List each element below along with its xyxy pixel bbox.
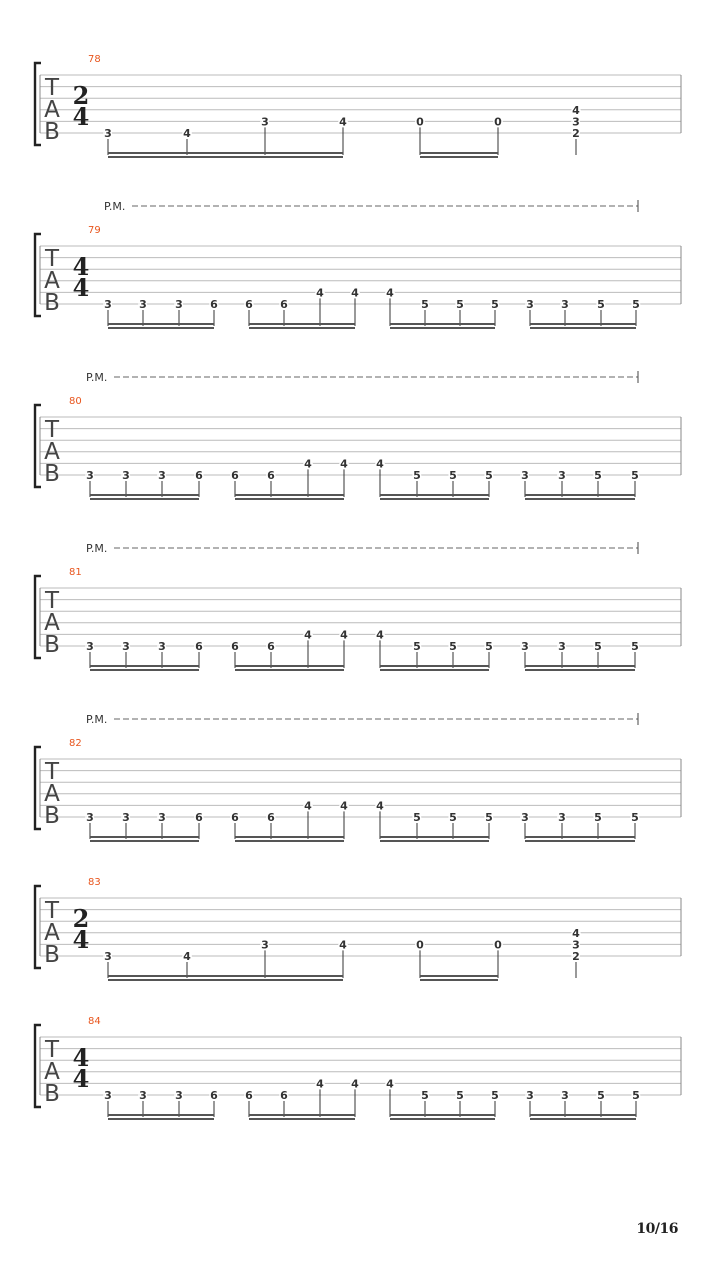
fret-number: 6 xyxy=(195,469,203,482)
tab-clef-letter: T xyxy=(44,246,60,272)
time-signature-digit: 4 xyxy=(72,252,90,281)
fret-number: 4 xyxy=(572,926,580,940)
fret-number: 3 xyxy=(139,298,147,311)
fret-number: 3 xyxy=(561,298,569,311)
fret-number: 5 xyxy=(485,640,493,653)
fret-number: 5 xyxy=(413,640,421,653)
fret-number: 4 xyxy=(316,286,324,300)
fret-number: 5 xyxy=(485,811,493,824)
fret-number: 0 xyxy=(494,938,502,952)
time-signature-digit: 2 xyxy=(72,81,90,110)
fret-number: 4 xyxy=(351,1077,359,1091)
fret-number: 5 xyxy=(631,469,639,482)
fret-number: 4 xyxy=(386,1077,394,1091)
fret-number: 5 xyxy=(449,469,457,482)
fret-number: 4 xyxy=(376,799,384,813)
fret-number: 3 xyxy=(561,1089,569,1102)
fret-number: 3 xyxy=(526,1089,534,1102)
fret-number: 6 xyxy=(210,298,218,311)
fret-number: 5 xyxy=(631,811,639,824)
tab-system xyxy=(35,200,681,328)
fret-number: 4 xyxy=(339,115,347,129)
fret-number: 4 xyxy=(183,127,191,140)
tab-clef-letter: A xyxy=(44,439,60,465)
time-signature-digit: 4 xyxy=(72,102,90,131)
fret-number: 4 xyxy=(340,628,348,642)
fret-number: 4 xyxy=(340,457,348,471)
fret-number: 6 xyxy=(245,298,253,311)
measure-number: 81 xyxy=(69,567,82,578)
time-signature-digit: 4 xyxy=(72,273,90,302)
palm-mute-label: P.M. xyxy=(104,200,126,213)
time-signature-digit: 4 xyxy=(72,1064,90,1093)
fret-number: 4 xyxy=(351,286,359,300)
fret-number: 3 xyxy=(521,811,529,824)
fret-number: 3 xyxy=(521,640,529,653)
fret-number: 3 xyxy=(175,1089,183,1102)
tab-clef-letter: A xyxy=(44,781,60,807)
fret-number: 4 xyxy=(304,628,312,642)
fret-number: 5 xyxy=(421,298,429,311)
fret-number: 4 xyxy=(376,457,384,471)
palm-mute-label: P.M. xyxy=(86,371,108,384)
fret-number: 4 xyxy=(304,457,312,471)
fret-number: 6 xyxy=(210,1089,218,1102)
measure-number: 80 xyxy=(69,396,82,407)
time-signature-digit: 4 xyxy=(72,1043,90,1072)
fret-number: 0 xyxy=(416,115,424,129)
tab-clef-letter: B xyxy=(44,1081,60,1107)
fret-number: 6 xyxy=(231,640,239,653)
palm-mute-label: P.M. xyxy=(86,542,108,555)
fret-number: 3 xyxy=(572,938,580,952)
fret-number: 3 xyxy=(526,298,534,311)
fret-number: 3 xyxy=(122,469,130,482)
tab-clef-letter: A xyxy=(44,97,60,123)
tab-system xyxy=(35,542,681,670)
fret-number: 4 xyxy=(316,1077,324,1091)
measure-number: 79 xyxy=(88,225,101,236)
fret-number: 3 xyxy=(104,1089,112,1102)
tab-clef-letter: T xyxy=(44,75,60,101)
fret-number: 5 xyxy=(456,1089,464,1102)
fret-number: 5 xyxy=(631,640,639,653)
fret-number: 4 xyxy=(572,103,580,117)
fret-number: 5 xyxy=(456,298,464,311)
tab-clef-letter: B xyxy=(44,942,60,968)
tab-clef-letter: T xyxy=(44,588,60,614)
measure-number: 82 xyxy=(69,738,82,749)
fret-number: 6 xyxy=(267,640,275,653)
page-number: 10/16 xyxy=(636,1221,678,1237)
fret-number: 4 xyxy=(340,799,348,813)
fret-number: 3 xyxy=(175,298,183,311)
fret-number: 3 xyxy=(158,469,166,482)
palm-mute-label: P.M. xyxy=(86,713,108,726)
fret-number: 3 xyxy=(104,950,112,963)
fret-number: 3 xyxy=(558,640,566,653)
fret-number: 6 xyxy=(231,811,239,824)
tab-clef-letter: T xyxy=(44,417,60,443)
tab-clef-letter: A xyxy=(44,268,60,294)
fret-number: 3 xyxy=(558,811,566,824)
fret-number: 3 xyxy=(558,469,566,482)
fret-number: 4 xyxy=(183,950,191,963)
tab-clef-letter: B xyxy=(44,461,60,487)
fret-number: 0 xyxy=(416,938,424,952)
tab-system xyxy=(35,1016,681,1119)
time-signature-digit: 4 xyxy=(72,925,90,954)
fret-number: 5 xyxy=(491,1089,499,1102)
fret-number: 5 xyxy=(594,811,602,824)
fret-number: 4 xyxy=(376,628,384,642)
tab-clef-letter: A xyxy=(44,610,60,636)
fret-number: 3 xyxy=(86,469,94,482)
fret-number: 5 xyxy=(594,469,602,482)
fret-number: 4 xyxy=(304,799,312,813)
tab-system xyxy=(35,371,681,499)
time-signature-digit: 2 xyxy=(72,904,90,933)
fret-number: 3 xyxy=(139,1089,147,1102)
fret-number: 6 xyxy=(267,469,275,482)
tab-clef-letter: T xyxy=(44,759,60,785)
fret-number: 5 xyxy=(413,469,421,482)
fret-number: 3 xyxy=(572,115,580,129)
fret-number: 3 xyxy=(104,127,112,140)
fret-number: 6 xyxy=(195,811,203,824)
tab-clef-letter: A xyxy=(44,1059,60,1085)
tab-clef-letter: T xyxy=(44,898,60,924)
fret-number: 5 xyxy=(594,640,602,653)
fret-number: 2 xyxy=(572,127,580,140)
fret-number: 3 xyxy=(86,811,94,824)
tab-system xyxy=(35,713,681,841)
tab-clef-letter: A xyxy=(44,920,60,946)
fret-number: 6 xyxy=(280,298,288,311)
tab-clef-letter: T xyxy=(44,1037,60,1063)
fret-number: 5 xyxy=(449,811,457,824)
fret-number: 5 xyxy=(597,1089,605,1102)
measure-number: 78 xyxy=(88,54,101,65)
fret-number: 3 xyxy=(261,938,269,952)
fret-number: 5 xyxy=(632,1089,640,1102)
fret-number: 2 xyxy=(572,950,580,963)
fret-number: 3 xyxy=(158,640,166,653)
fret-number: 6 xyxy=(245,1089,253,1102)
fret-number: 4 xyxy=(339,938,347,952)
fret-number: 5 xyxy=(597,298,605,311)
fret-number: 3 xyxy=(86,640,94,653)
fret-number: 6 xyxy=(267,811,275,824)
tab-system xyxy=(35,877,681,980)
tab-clef-letter: B xyxy=(44,632,60,658)
fret-number: 6 xyxy=(195,640,203,653)
fret-number: 3 xyxy=(158,811,166,824)
measure-number: 84 xyxy=(88,1016,101,1027)
fret-number: 6 xyxy=(280,1089,288,1102)
tab-clef-letter: B xyxy=(44,290,60,316)
tab-system xyxy=(35,54,681,157)
tab-clef-letter: B xyxy=(44,119,60,145)
measure-number: 83 xyxy=(88,877,101,888)
fret-number: 4 xyxy=(386,286,394,300)
fret-number: 0 xyxy=(494,115,502,129)
fret-number: 5 xyxy=(632,298,640,311)
fret-number: 3 xyxy=(104,298,112,311)
fret-number: 5 xyxy=(485,469,493,482)
fret-number: 3 xyxy=(261,115,269,129)
fret-number: 3 xyxy=(122,811,130,824)
fret-number: 6 xyxy=(231,469,239,482)
fret-number: 3 xyxy=(122,640,130,653)
fret-number: 5 xyxy=(449,640,457,653)
fret-number: 5 xyxy=(421,1089,429,1102)
fret-number: 5 xyxy=(413,811,421,824)
tab-clef-letter: B xyxy=(44,803,60,829)
fret-number: 3 xyxy=(521,469,529,482)
fret-number: 5 xyxy=(491,298,499,311)
